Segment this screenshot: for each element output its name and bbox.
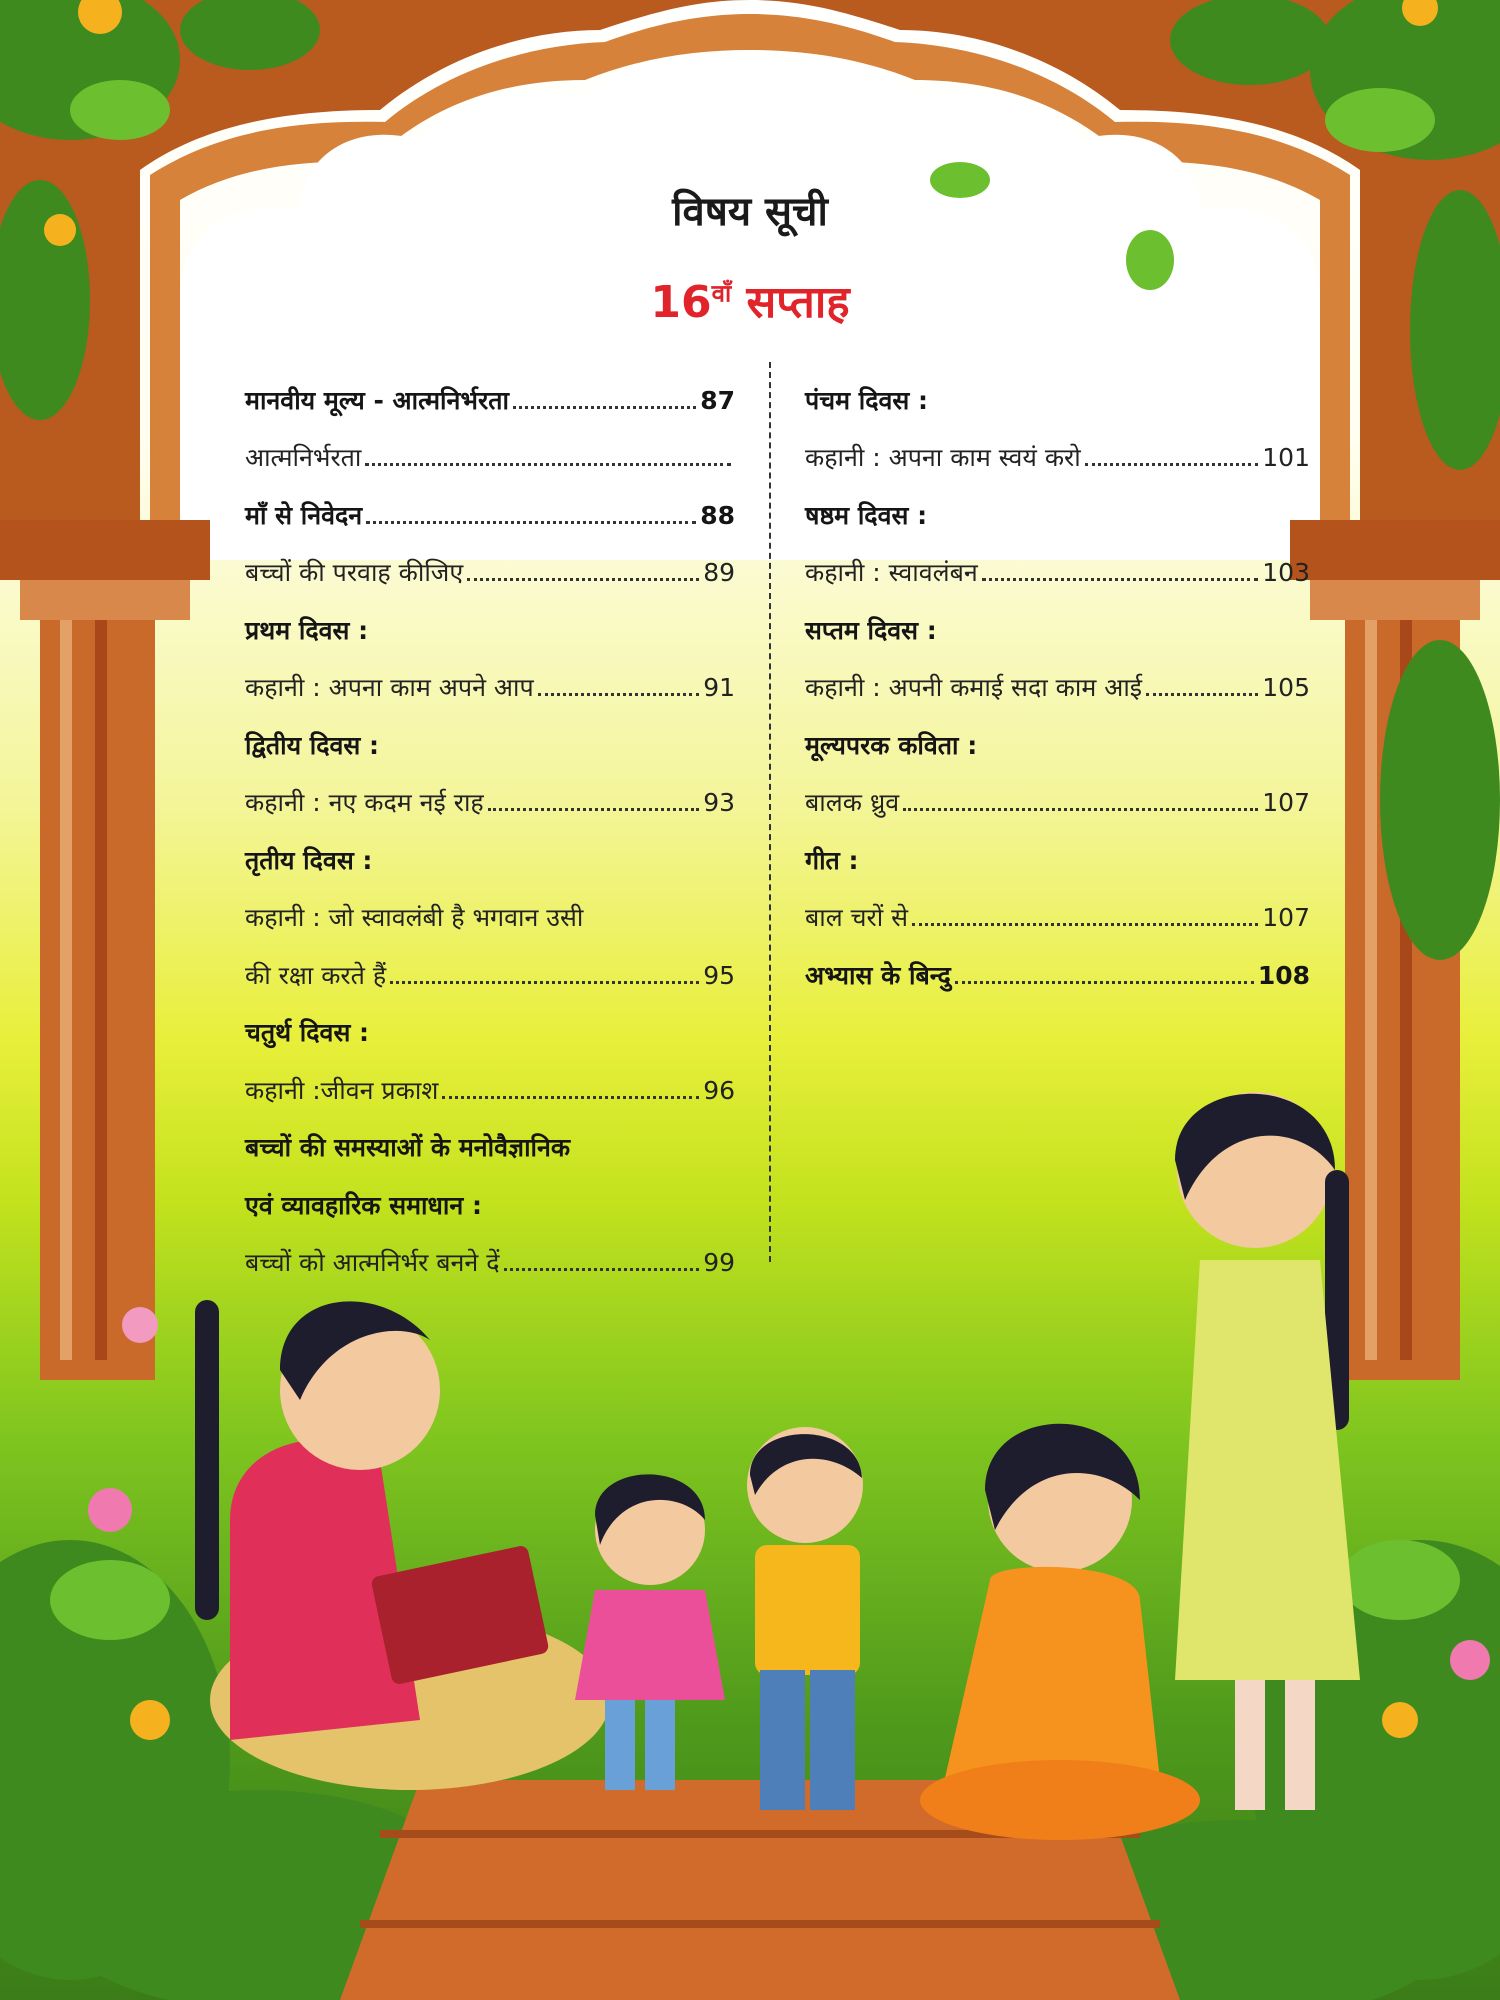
toc-entry-title: आत्मनिर्भरता <box>245 443 362 472</box>
toc-entry-page: 93 <box>703 788 735 817</box>
week-number: 16 <box>650 277 712 328</box>
toc-entry-title: पंचम दिवस : <box>805 385 928 415</box>
toc-left-column <box>245 358 735 1278</box>
dot-leader <box>488 808 699 811</box>
toc-right-column <box>805 358 1310 991</box>
toc-entry <box>805 416 1310 474</box>
toc-entry-title: माँ से निवेदन <box>245 500 363 530</box>
toc-entry-title: मानवीय मूल्य - आत्मनिर्भरता <box>245 385 509 415</box>
toc-entry-title: कहानी : अपना काम अपने आप <box>245 673 534 702</box>
toc-entry <box>245 531 735 589</box>
toc-entry-page: 91 <box>703 673 735 702</box>
toc-entry <box>245 1048 735 1106</box>
toc-entry <box>805 761 1310 819</box>
dot-leader <box>366 521 696 524</box>
toc-entry-title: बाल चरों से <box>805 903 909 932</box>
dot-leader <box>467 578 699 581</box>
toc-entry <box>805 646 1310 704</box>
toc-entry-title: एवं व्यावहारिक समाधान : <box>245 1190 482 1220</box>
toc-entry-title: कहानी : स्वावलंबन <box>805 558 978 587</box>
toc-entry-title: बालक ध्रुव <box>805 788 900 817</box>
dot-leader <box>955 981 1254 984</box>
dot-leader <box>390 981 699 984</box>
toc-entry-title: सप्तम दिवस : <box>805 615 937 645</box>
week-heading <box>0 270 1500 330</box>
dot-leader <box>1085 463 1259 466</box>
toc-entry-title: कहानी : अपना काम स्वयं करो <box>805 443 1081 472</box>
toc-entry <box>245 588 735 646</box>
dot-leader <box>903 808 1258 811</box>
toc-entry-title: की रक्षा करते हैं <box>245 960 387 990</box>
toc-entry-page: 107 <box>1262 788 1310 817</box>
toc-entry <box>245 1163 735 1221</box>
toc-entry <box>245 991 735 1049</box>
toc-entry-title: कहानी : जो स्वावलंबी है भगवान उसी <box>245 903 584 932</box>
week-word: सप्ताह <box>746 277 850 328</box>
dot-leader <box>365 463 731 466</box>
toc-entry-title: बच्चों की परवाह कीजिए <box>245 558 464 587</box>
toc-entry-title: कहानी : अपनी कमाई सदा काम आई <box>805 673 1143 702</box>
toc-entry <box>805 358 1310 416</box>
toc-entry-page: 95 <box>703 960 735 990</box>
toc-entry-title: द्वितीय दिवस : <box>245 730 380 760</box>
toc-entry <box>245 416 735 474</box>
toc-entry <box>245 703 735 761</box>
toc-entry-title: षष्ठम दिवस : <box>805 500 928 530</box>
dot-leader <box>538 693 700 696</box>
toc-entry-title: कहानी :जीवन प्रकाश <box>245 1075 439 1105</box>
toc-entry-title: कहानी : नए कदम नई राह <box>245 788 484 817</box>
toc-entry <box>245 358 735 416</box>
toc-entry-page: 89 <box>703 558 735 587</box>
toc-entry <box>245 876 735 934</box>
column-divider <box>769 362 771 1262</box>
toc-entry-title: तृतीय दिवस : <box>245 845 373 875</box>
toc-entry-title: बच्चों की समस्याओं के मनोवैज्ञानिक <box>245 1133 571 1162</box>
dot-leader <box>504 1268 700 1271</box>
toc-entry <box>805 933 1310 991</box>
toc-entry-page: 99 <box>703 1248 735 1277</box>
toc-entry-page: 88 <box>700 500 735 530</box>
dot-leader <box>1146 693 1258 696</box>
toc-entry-page: 101 <box>1262 443 1310 472</box>
toc-entry-page: 107 <box>1262 903 1310 932</box>
toc-entry-page: 108 <box>1257 960 1310 990</box>
toc-entry <box>245 818 735 876</box>
toc-entry <box>245 646 735 704</box>
toc-entry-page: 87 <box>700 385 735 415</box>
toc-entry <box>245 933 735 991</box>
dot-leader <box>513 406 696 409</box>
dot-leader <box>912 923 1258 926</box>
toc-entry-title: गीत : <box>805 845 859 875</box>
toc-entry <box>245 1221 735 1279</box>
dot-leader <box>442 1096 699 1099</box>
dot-leader <box>982 578 1259 581</box>
week-suffix: वाँ <box>711 279 732 308</box>
toc-entry <box>805 818 1310 876</box>
page-title: विषय सूची <box>672 189 828 235</box>
toc-entry-title: बच्चों को आत्मनिर्भर बनने दें <box>245 1248 500 1277</box>
toc-entry-title: चतुर्थ दिवस : <box>245 1018 370 1047</box>
toc-entry <box>245 761 735 819</box>
toc-entry-page: 103 <box>1262 558 1310 587</box>
toc-entry-title: मूल्यपरक कविता : <box>805 730 978 760</box>
toc-entry <box>805 588 1310 646</box>
toc-entry <box>805 531 1310 589</box>
toc-entry <box>245 1106 735 1164</box>
toc-entry-page: 105 <box>1262 673 1310 702</box>
toc-entry-title: अभ्यास के बिन्दु <box>805 960 951 990</box>
toc-entry <box>245 473 735 531</box>
toc-entry <box>805 703 1310 761</box>
toc-entry <box>805 876 1310 934</box>
toc-entry-page: 96 <box>703 1075 735 1105</box>
toc-entry <box>805 473 1310 531</box>
toc-entry-title: प्रथम दिवस : <box>245 615 369 645</box>
